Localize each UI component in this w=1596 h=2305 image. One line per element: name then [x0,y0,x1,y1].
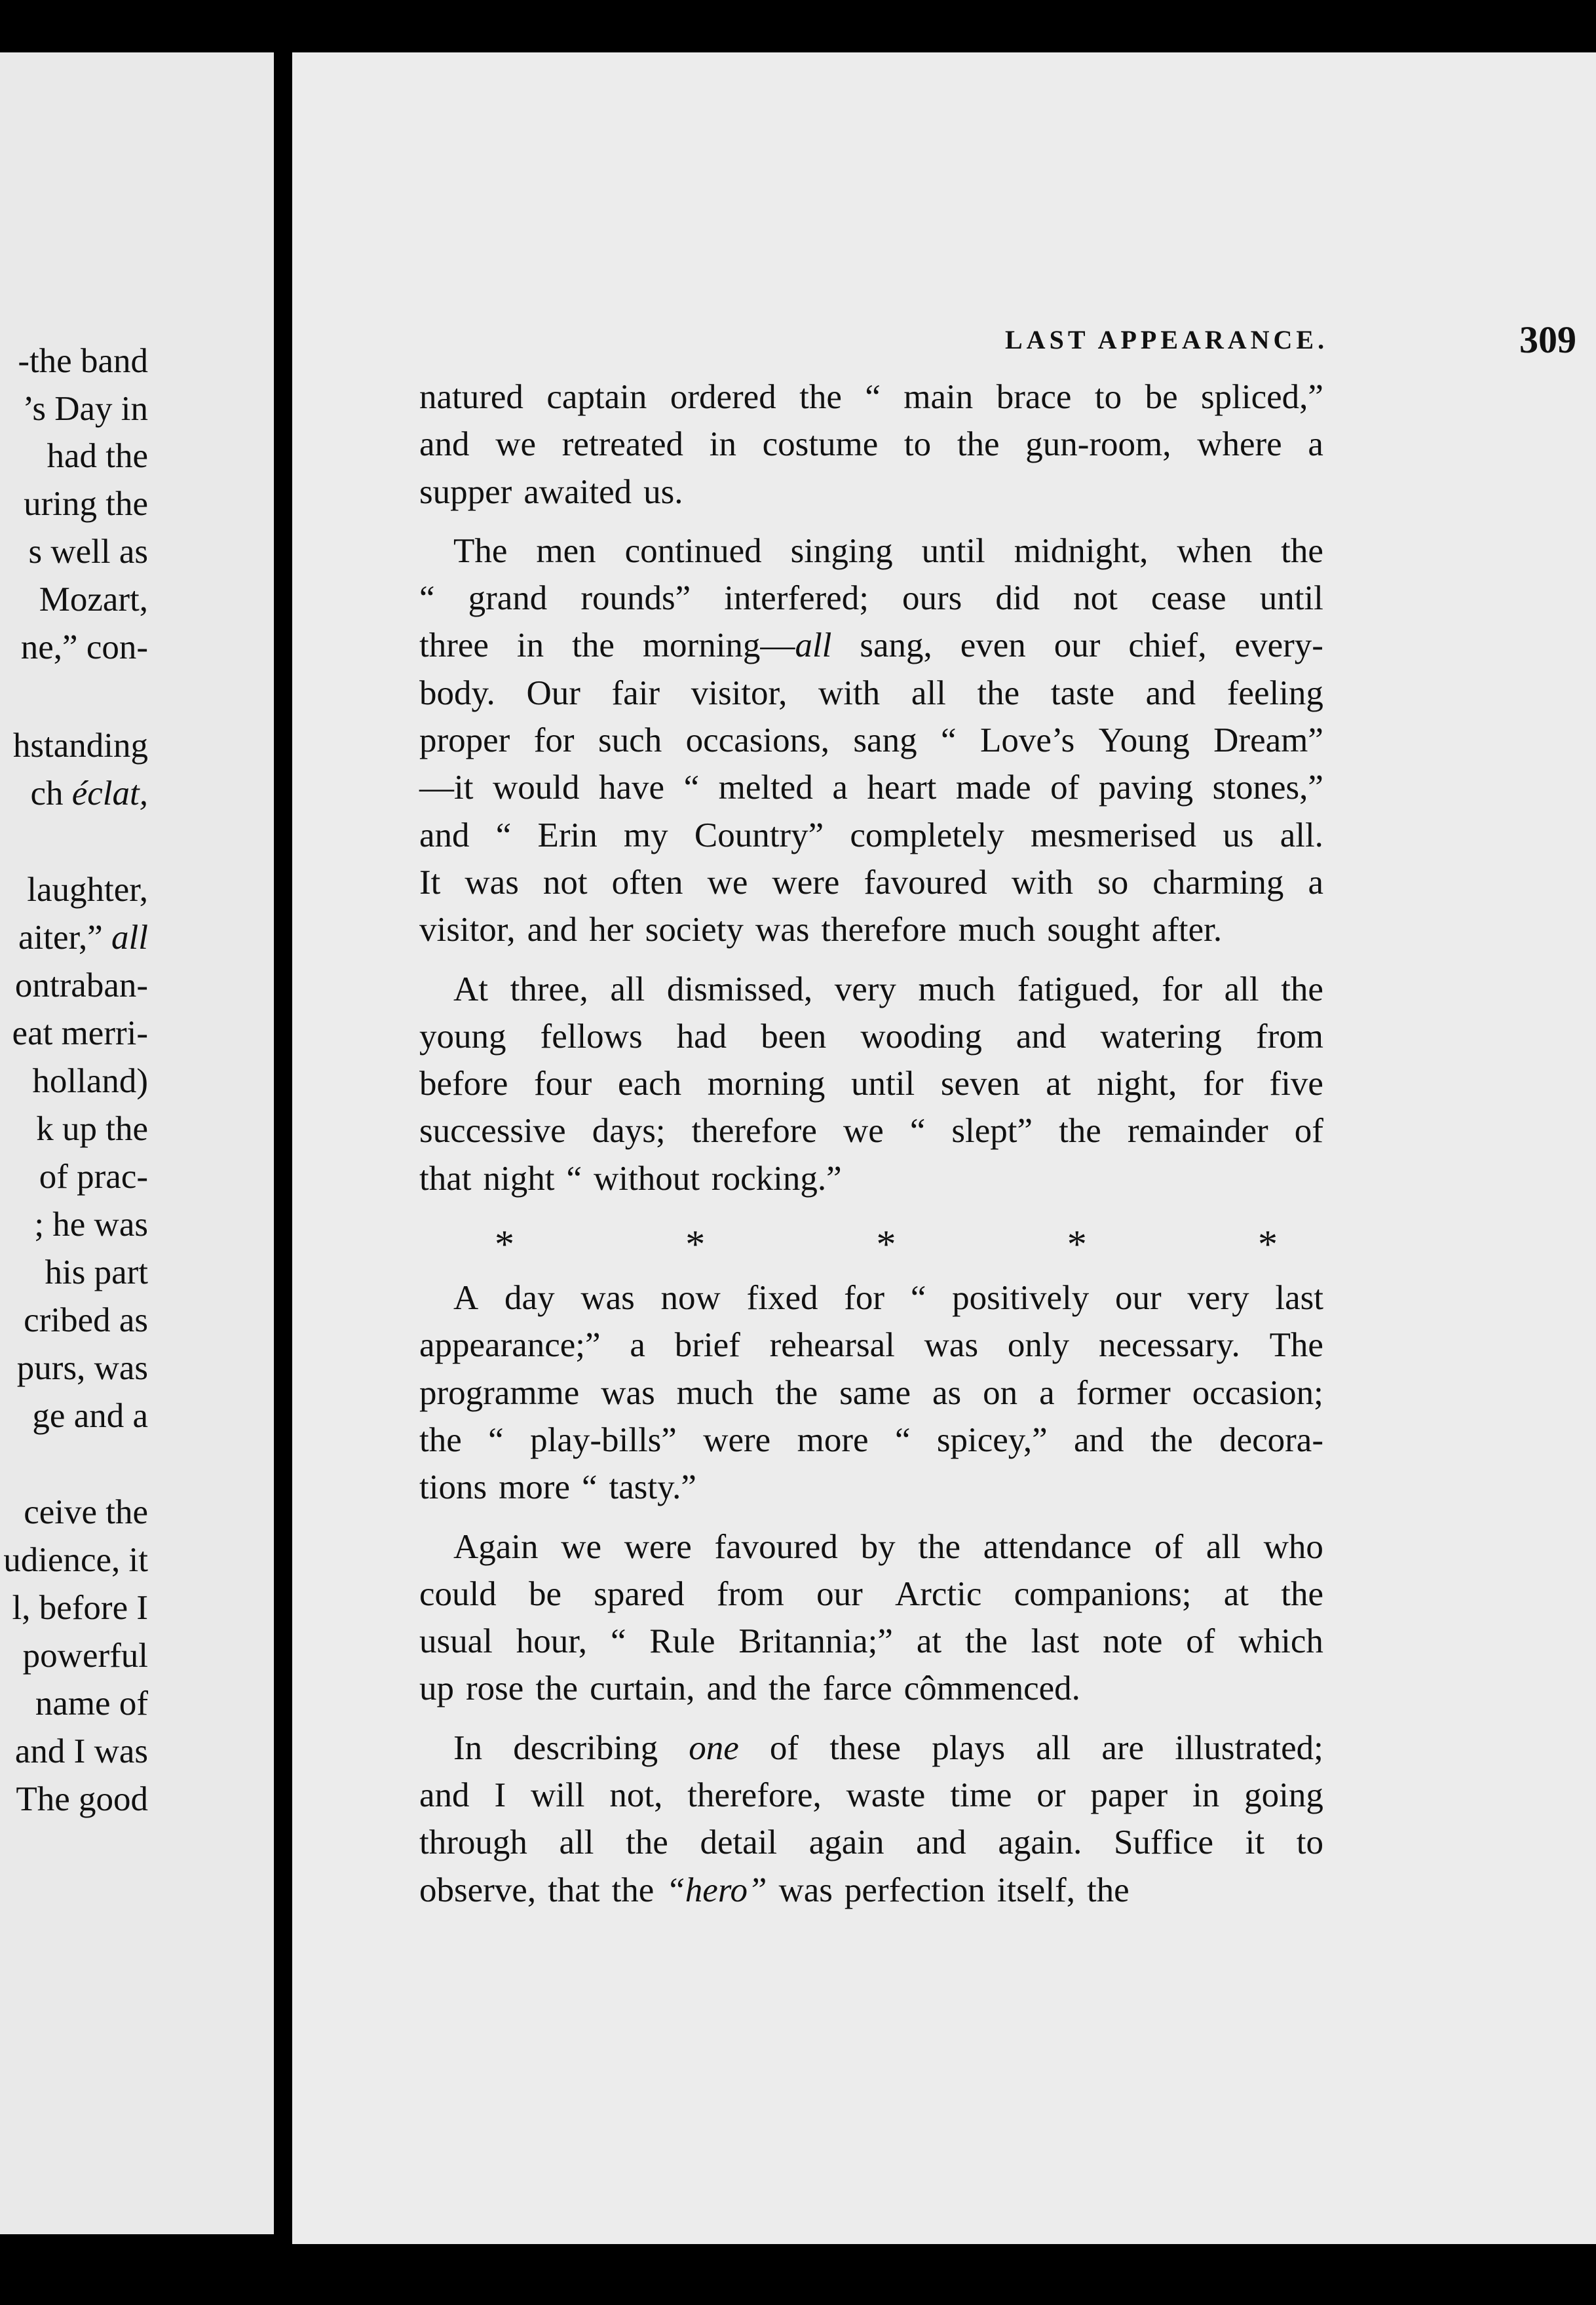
text-line: body. Our fair visitor, with all the taste and feeling [419,674,1323,712]
facing-page-line: hstanding [12,727,148,765]
asterisk: * [685,1223,706,1267]
text-line: The men continued singing until midnight, when the [453,531,1323,570]
facing-page-line: l, before I [12,1589,148,1627]
facing-page-line: of prac- [39,1158,148,1196]
facing-page-line: ge and a [32,1397,148,1435]
section-break [419,1214,1323,1274]
paragraph [419,373,1323,516]
text-line: three in the morning—all sang, even our chief, every- [419,626,1323,665]
text-line: successive days; therefore we “ slept” the remainder of [419,1112,1323,1151]
text-line: tions more “ tasty.” [419,1468,696,1507]
text-line: usual hour, “ Rule Britannia;” at the last note of which [419,1622,1323,1661]
text-line: the “ play-bills” were more “ spicey,” and the decora- [419,1420,1323,1459]
facing-page-line: The good [16,1780,148,1818]
text-line: In describing one of these plays all are illustrated; [453,1728,1323,1767]
asterisk: * [1067,1223,1087,1267]
text-line: before four each morning until seven at night, for five [419,1065,1323,1103]
paragraph [419,1724,1323,1914]
facing-page-line: uring the [24,485,148,523]
asterisk: * [1258,1223,1278,1267]
facing-page-line: aiter,” all [18,919,148,957]
facing-page-line: ch éclat, [30,774,148,812]
text-line: programme was much the same as on a former occasion; [419,1373,1323,1412]
text-line: —it would have “ melted a heart made of paving stones,” [419,769,1323,807]
facing-page-line: and I was [14,1732,148,1770]
facing-page-line: s well as [28,533,148,571]
text-line: could be spared from our Arctic companions; at the [419,1574,1323,1613]
text-line: and I will not, therefore, waste time or paper in going [419,1776,1323,1815]
text-line: visitor, and her society was therefore much sought after. [419,911,1223,949]
text-line: and we retreated in costume to the gun-room, where a [419,425,1323,464]
text-line: “ grand rounds” interfered; ours did not cease until [419,579,1323,618]
facing-page-line: ’s Day in [22,390,148,428]
facing-page-line: his part [45,1253,148,1291]
facing-page-line: k up the [36,1110,148,1148]
facing-page-line: had the [47,437,148,475]
facing-page-line: eat merri- [12,1014,148,1052]
text-line: young fellows had been wooding and watering from [419,1017,1323,1056]
text-line: A day was now fixed for “ positively our very last [453,1279,1323,1318]
text-line: and “ Erin my Country” completely mesmerised us all. [419,816,1323,854]
text-line: It was not often we were favoured with so charming a [419,863,1323,902]
facing-page-line: laughter, [27,871,148,909]
text-line: up rose the curtain, and the farce cômmenced. [419,1669,1080,1708]
facing-page-line: Mozart, [39,581,148,619]
facing-page-line: ; he was [34,1206,148,1244]
text-line: appearance;” a brief rehearsal was only necessary. The [419,1326,1323,1365]
text-line: proper for such occasions, sang “ Love’s Young Dream” [419,721,1323,760]
facing-page-line: name of [35,1685,148,1723]
facing-page-line: ontraban- [14,966,148,1004]
text-line: At three, all dismissed, very much fatigued, for all the [453,970,1323,1008]
asterisk: * [495,1223,514,1267]
text-line: Again we were favoured by the attendance of all who [453,1527,1323,1566]
paragraph [419,966,1323,1202]
facing-page-line: udience, it [3,1541,148,1579]
body-text [419,373,1323,1926]
book-page [292,52,1596,2244]
paragraph [419,527,1323,954]
facing-page-line: ceive the [24,1493,148,1531]
text-line: that night “ without rocking.” [419,1159,842,1198]
facing-page-line: purs, was [16,1349,148,1387]
text-line: supper awaited us. [419,472,683,511]
asterisk: * [876,1223,896,1267]
paragraph [419,1523,1323,1713]
facing-page [0,52,274,2234]
facing-page-line: cribed as [24,1301,148,1339]
facing-page-line: ne,” con- [20,628,148,666]
facing-page-line: holland) [32,1062,148,1100]
running-title: LAST APPEARANCE. [1005,325,1329,354]
text-line: natured captain ordered the “ main brace to be spliced,” [419,378,1323,416]
text-line: through all the detail again and again. Suffice it to [419,1823,1323,1862]
page-number: 309 [1519,318,1576,361]
facing-page-line: -the band [18,342,148,380]
text-line: observe, that the “hero” was perfection itself, the [419,1871,1130,1909]
facing-page-line: powerful [22,1637,148,1675]
paragraph [419,1274,1323,1511]
